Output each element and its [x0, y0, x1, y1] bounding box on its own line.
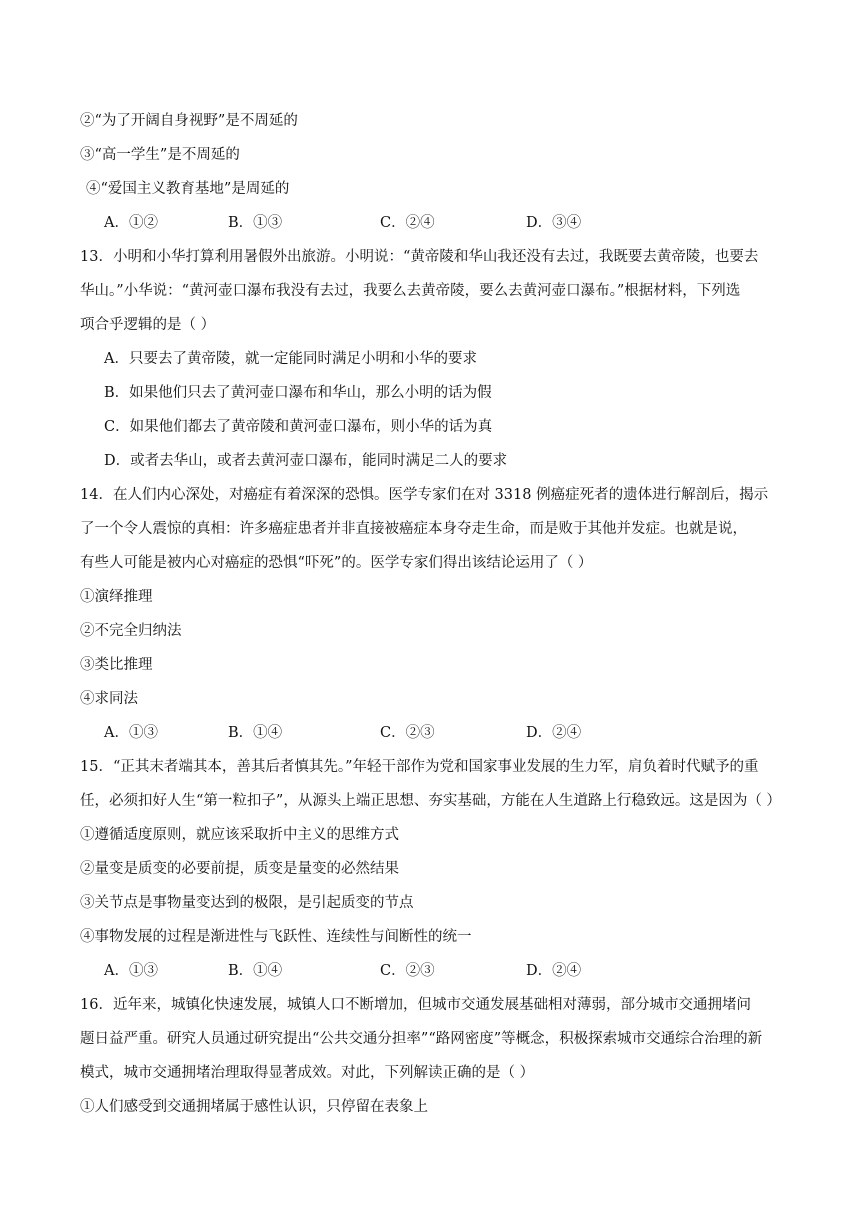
q13-option-b[interactable]: B．如果他们只去了黄河壶口瀑布和华山，那么小明的话为假 — [104, 385, 492, 401]
q13-stem-line-3: 项合乎逻辑的是（ ） — [80, 317, 216, 333]
q12-choice-d[interactable]: D．③④ — [526, 215, 582, 231]
q15-item-2: ②量变是质变的必要前提，质变是量变的必然结果 — [80, 861, 399, 877]
q12-choices — [104, 213, 704, 233]
q14-stem-line-3: 有些人可能是被内心对癌症的恐惧“吓死”的。医学专家们得出该结论运用了（ ） — [80, 555, 593, 571]
q12-item-2: ②“为了开阔自身视野”是不周延的 — [80, 113, 298, 129]
q15-choices — [104, 961, 704, 981]
q16-stem-line-3: 模式，城市交通拥堵治理取得显著成效。对此，下列解读正确的是（ ） — [80, 1065, 535, 1081]
q14-choice-a[interactable]: A．①③ — [104, 725, 158, 741]
q15-choice-c[interactable]: C．②③ — [380, 963, 435, 979]
q14-choice-c[interactable]: C．②③ — [380, 725, 435, 741]
q15-stem-line-2: 任，必须扣好人生“第一粒扣子”，从源头上端正思想、夯实基础，方能在人生道路上行稳致远。这是因为（ ） — [80, 793, 781, 809]
q12-choice-b[interactable]: B．①③ — [228, 215, 283, 231]
q16-stem-line-2: 题日益严重。研究人员通过研究提出“公共交通分担率”“路网密度”等概念，积极探索城市交通综合治理的新 — [80, 1031, 763, 1047]
q15-item-1: ①遵循适度原则，就应该采取折中主义的思维方式 — [80, 827, 399, 843]
q14-item-4: ④求同法 — [80, 691, 138, 707]
q15-choice-d[interactable]: D．②④ — [526, 963, 582, 979]
q15-choice-b[interactable]: B．①④ — [228, 963, 283, 979]
q13-option-a[interactable]: A．只要去了黄帝陵，就一定能同时满足小明和小华的要求 — [104, 351, 477, 367]
q12-item-3: ③“高一学生”是不周延的 — [80, 147, 240, 163]
q16-item-1: ①人们感受到交通拥堵属于感性认识，只停留在表象上 — [80, 1099, 428, 1115]
q16-stem-line-1: 16．近年来，城镇化快速发展，城镇人口不断增加，但城市交通发展基础相对薄弱，部分城市交通拥堵问 — [80, 997, 751, 1013]
q14-item-3: ③类比推理 — [80, 657, 153, 673]
q14-item-2: ②不完全归纳法 — [80, 623, 182, 639]
q13-stem-line-2: 华山。”小华说：“黄河壶口瀑布我没有去过，我要么去黄帝陵，要么去黄河壶口瀑布。”根据材料，下列选 — [80, 283, 741, 299]
q15-item-3: ③关节点是事物量变达到的极限，是引起质变的节点 — [80, 895, 414, 911]
q12-item-4: ④“爱国主义教育基地”是周延的 — [86, 181, 290, 197]
q14-choices — [104, 723, 704, 743]
q13-option-c[interactable]: C．如果他们都去了黄帝陵和黄河壶口瀑布，则小华的话为真 — [104, 419, 493, 435]
q15-choice-a[interactable]: A．①③ — [104, 963, 158, 979]
q12-choice-a[interactable]: A．①② — [104, 215, 158, 231]
q13-option-d[interactable]: D．或者去华山，或者去黄河壶口瀑布，能同时满足二人的要求 — [104, 453, 508, 469]
q14-choice-d[interactable]: D．②④ — [526, 725, 582, 741]
q14-stem-line-2: 了一个令人震惊的真相：许多癌症患者并非直接被癌症本身夺走生命，而是败于其他并发症。也就是说， — [80, 521, 747, 537]
q14-stem-line-1: 14．在人们内心深处，对癌症有着深深的恐惧。医学专家们在对 3318 例癌症死者的遗体进行解剖后，揭示 — [80, 487, 769, 503]
q14-choice-b[interactable]: B．①④ — [228, 725, 283, 741]
q13-stem-line-1: 13．小明和小华打算利用暑假外出旅游。小明说：“黄帝陵和华山我还没有去过，我既要去黄帝陵，也要去 — [80, 249, 759, 265]
q15-item-4: ④事物发展的过程是渐进性与飞跃性、连续性与间断性的统一 — [80, 929, 472, 945]
q15-stem-line-1: 15．“正其末者端其本，善其后者慎其先。”年轻干部作为党和国家事业发展的生力军，肩负着时代赋予的重 — [80, 759, 759, 775]
q12-choice-c[interactable]: C．②④ — [380, 215, 435, 231]
q14-item-1: ①演绎推理 — [80, 589, 153, 605]
